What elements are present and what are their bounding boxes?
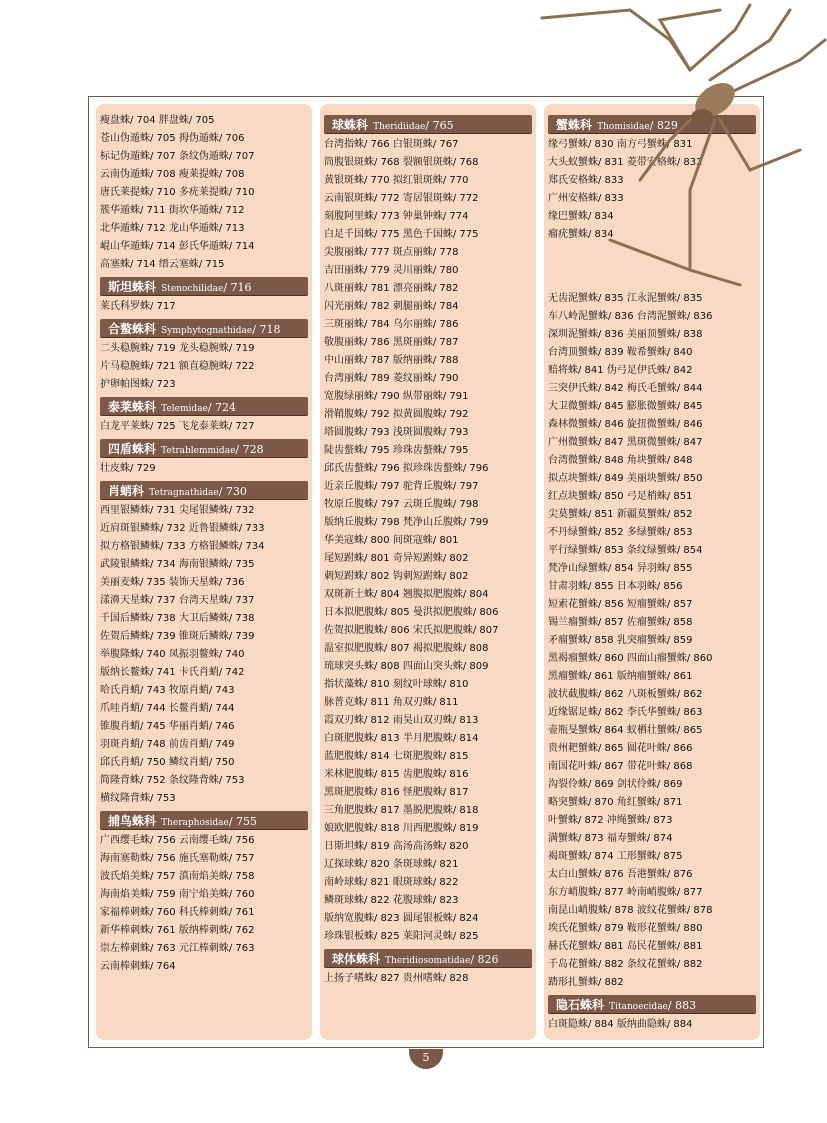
- index-entry: 海南焰美蛛/ 759 南宁焰美蛛/ 760: [100, 889, 255, 900]
- family-header: [100, 811, 308, 829]
- index-entry: 哈氏肖蛸/ 743 牧原肖蛸/ 743: [100, 685, 235, 696]
- family-header: [100, 319, 308, 337]
- index-entry: 锡兰瘤蟹蛛/ 857 佐瘤蟹蛛/ 858: [548, 617, 693, 628]
- page-number: 5: [409, 1049, 443, 1069]
- family-page: / 730: [218, 485, 247, 498]
- index-entry: 滑鞘腹蛛/ 792 拟黄圆腹蛛/ 792: [324, 409, 469, 420]
- index-entry: 白龙平莱蛛/ 725 飞龙泰莱蛛/ 727: [100, 421, 255, 432]
- family-page: / 718: [252, 323, 281, 336]
- index-entry: 波状截腹蛛/ 862 八斑板蟹蛛/ 862: [548, 689, 703, 700]
- family-name-latin: Symphytognathidae: [161, 326, 253, 336]
- family-name-cn: 四盾蛛科: [108, 442, 157, 456]
- index-entry: 邱氏肖蛸/ 750 鳞纹肖蛸/ 750: [100, 757, 235, 768]
- index-entry: 佐贺拟肥腹蛛/ 806 宋氏拟肥腹蛛/ 807: [324, 625, 499, 636]
- index-entry: 版纳长鳌蛛/ 741 卡氏肖蛸/ 742: [100, 667, 245, 678]
- index-entry: 莱氏科罗蛛/ 717: [100, 301, 176, 312]
- index-entry: 米林肥腹蛛/ 815 齿肥腹蛛/ 816: [324, 769, 469, 780]
- index-entry: 简隆背蛛/ 752 条纹隆背蛛/ 753: [100, 775, 245, 786]
- index-entry: 霞双刃蛛/ 812 雨昊山双刃蛛/ 813: [324, 715, 479, 726]
- index-entry: 短索花蟹蛛/ 856 短瘤蟹蛛/ 857: [548, 599, 693, 610]
- index-entry: 苍山伪遁蛛/ 705 拇伪遁蛛/ 706: [100, 133, 245, 144]
- index-entry: 尖莫蟹蛛/ 851 新疆莫蟹蛛/ 852: [548, 509, 693, 520]
- index-entry: 拟点块蟹蛛/ 849 美丽块蟹蛛/ 850: [548, 473, 703, 484]
- index-entry: 尾短跗蛛/ 801 奇异短跗蛛/ 802: [324, 553, 469, 564]
- family-name-latin: Theraphosidae: [161, 818, 229, 828]
- family-name-latin: Titanoecidae: [609, 1002, 668, 1012]
- index-entry: 略突蟹蛛/ 870 角红蟹蛛/ 871: [548, 797, 683, 808]
- index-entry: 陡齿螯蛛/ 795 珍珠齿螯蛛/ 795: [324, 445, 469, 456]
- index-entry: 白足千国蛛/ 775 黑色千国蛛/ 775: [324, 229, 479, 240]
- index-entry: 千岛花蟹蛛/ 882 条纹花蟹蛛/ 882: [548, 959, 703, 970]
- family-name-cn: 球体蛛科: [332, 952, 381, 966]
- index-entry: 鳞斑球蛛/ 822 花腹球蛛/ 823: [324, 895, 459, 906]
- index-entry: 近缘锯足蛛/ 862 李氏华蟹蛛/ 863: [548, 707, 703, 718]
- index-entry: 唐氏莱提蛛/ 710 多疣莱提蛛/ 710: [100, 187, 255, 198]
- index-entry: 大头蚁蟹蛛/ 831 菱带安格蛛/ 832: [548, 157, 703, 168]
- index-column-2: [320, 104, 536, 1040]
- index-entry: 缘弓蟹蛛/ 830 南方弓蟹蛛/ 831: [548, 139, 693, 150]
- index-entry: 辽探球蛛/ 820 条斑球蛛/ 821: [324, 859, 459, 870]
- index-entry: 满蟹蛛/ 873 福寿蟹蛛/ 874: [548, 833, 673, 844]
- index-entry: 日本拟肥腹蛛/ 805 曼洪拟肥腹蛛/ 806: [324, 607, 499, 618]
- index-entry: 敬腹丽蛛/ 786 黑斑丽蛛/ 787: [324, 337, 459, 348]
- index-entry: 瘦盘蛛/ 704 胖盘蛛/ 705: [100, 115, 215, 126]
- index-entry: 美丽麦蛛/ 735 装饰天星蛛/ 736: [100, 577, 245, 588]
- index-entry: 漾濞天星蛛/ 737 台湾天星蛛/ 737: [100, 595, 255, 606]
- index-entry: 褐斑蟹蛛/ 874 工形蟹蛛/ 875: [548, 851, 683, 862]
- index-entry: 版纳丘腹蛛/ 798 梵净山丘腹蛛/ 799: [324, 517, 489, 528]
- index-entry: 台湾指蛛/ 766 白银斑蛛/ 767: [324, 139, 459, 150]
- index-entry: 黑褐瘤蟹蛛/ 860 四面山瘤蟹蛛/ 860: [548, 653, 713, 664]
- family-name-latin: Theridiosomatidae: [385, 956, 471, 966]
- index-entry: 新华棒刺蛛/ 761 版纳棒刺蛛/ 762: [100, 925, 255, 936]
- index-entry: 蓝肥腹蛛/ 814 七斑肥腹蛛/ 815: [324, 751, 469, 762]
- index-entry: 东方峭腹蛛/ 877 岭南峭腹蛛/ 877: [548, 887, 703, 898]
- family-name-cn: 泰莱蛛科: [108, 400, 157, 414]
- index-entry: 甘肃羽蛛/ 855 日本羽蛛/ 856: [548, 581, 683, 592]
- index-entry: 尖腹丽蛛/ 777 斑点丽蛛/ 778: [324, 247, 459, 258]
- family-header: [100, 439, 308, 457]
- index-entry: 云南银斑蛛/ 772 寄居银斑蛛/ 772: [324, 193, 479, 204]
- index-entry: 刻腹阿里蛛/ 773 钟巢钟蛛/ 774: [324, 211, 469, 222]
- index-entry: 武陵银鳞蛛/ 734 海南银鳞蛛/ 735: [100, 559, 255, 570]
- index-column-1: [96, 104, 312, 1040]
- index-entry: 深圳泥蟹蛛/ 836 美丽顶蟹蛛/ 838: [548, 329, 703, 340]
- index-entry: 片马稳腕蛛/ 721 额直稳腕蛛/ 722: [100, 361, 255, 372]
- family-name-cn: 捕鸟蛛科: [108, 814, 157, 828]
- index-entry: 娘欧肥腹蛛/ 818 川西肥腹蛛/ 819: [324, 823, 479, 834]
- index-entry: 赔将蛛/ 841 伪弓足伊氏蛛/ 842: [548, 365, 693, 376]
- index-entry: 二头稳腕蛛/ 719 龙头稳腕蛛/ 719: [100, 343, 255, 354]
- index-entry: 八斑丽蛛/ 781 漂亮丽蛛/ 782: [324, 283, 459, 294]
- family-page: / 716: [223, 281, 252, 294]
- family-name-cn: 肖蛸科: [108, 484, 145, 498]
- family-name-latin: Theridiidae: [373, 122, 426, 132]
- index-entry: 波氏焰美蛛/ 757 滇南焰美蛛/ 758: [100, 871, 255, 882]
- index-entry: 车八岭泥蟹蛛/ 836 台湾泥蟹蛛/ 836: [548, 311, 713, 322]
- family-page: / 883: [667, 999, 697, 1012]
- family-name-latin: Tetrablemmidae: [161, 446, 236, 456]
- index-entry: 中山丽蛛/ 787 版纳丽蛛/ 788: [324, 355, 459, 366]
- index-entry: 埃氏花蟹蛛/ 879 鞍形花蟹蛛/ 880: [548, 923, 703, 934]
- family-page: / 728: [235, 443, 264, 456]
- index-entry: 三斑丽蛛/ 784 乌尔丽蛛/ 786: [324, 319, 459, 330]
- index-entry: 家福棒刺蛛/ 760 科氏棒刺蛛/ 761: [100, 907, 255, 918]
- index-entry: 无齿泥蟹蛛/ 835 江永泥蟹蛛/ 835: [548, 293, 703, 304]
- index-entry: 横纹隆背蛛/ 753: [100, 793, 176, 804]
- index-entry: 指状藻蛛/ 810 刻纹叶球蛛/ 810: [324, 679, 469, 690]
- index-entry: 南岭球蛛/ 821 眼斑球蛛/ 822: [324, 877, 459, 888]
- family-header: [324, 949, 532, 967]
- index-entry: 叶蟹蛛/ 872 冲绳蟹蛛/ 873: [548, 815, 673, 826]
- index-entry: 白斑肥腹蛛/ 813 半月肥腹蛛/ 814: [324, 733, 479, 744]
- family-name-latin: Stenochilidae: [161, 284, 224, 294]
- family-name-cn: 隐石蛛科: [556, 998, 605, 1012]
- index-entry: 黑瘤蟹蛛/ 861 版纳瘤蟹蛛/ 861: [548, 671, 693, 682]
- index-entry: 三突伊氏蛛/ 842 梅氏毛蟹蛛/ 844: [548, 383, 703, 394]
- index-entry: 千国后鳞蛛/ 738 大卫后鳞蛛/ 738: [100, 613, 255, 624]
- index-entry: 双斑新土蛛/ 804 翘腹拟肥腹蛛/ 804: [324, 589, 489, 600]
- index-entry: 缘巴蟹蛛/ 834: [548, 211, 614, 222]
- index-entry: 牧原丘腹蛛/ 797 云斑丘腹蛛/ 798: [324, 499, 479, 510]
- index-entry: 琉球突头蛛/ 808 四面山突头蛛/ 809: [324, 661, 489, 672]
- index-entry: 矛瘤蟹蛛/ 858 乳突瘤蟹蛛/ 859: [548, 635, 693, 646]
- family-page: / 765: [425, 119, 454, 132]
- index-entry: 梵净山绿蟹蛛/ 854 异羽蛛/ 855: [548, 563, 693, 574]
- index-entry: 簇华遁蛛/ 711 街坎华遁蛛/ 712: [100, 205, 245, 216]
- index-entry: 壶瓶旻蟹蛛/ 864 蚁栖壮蟹蛛/ 865: [548, 725, 703, 736]
- index-entry: 崇左棒刺蛛/ 763 元江棒刺蛛/ 763: [100, 943, 255, 954]
- index-entry: 黑斑肥腹蛛/ 816 怪肥腹蛛/ 817: [324, 787, 469, 798]
- index-entry: 近亲丘腹蛛/ 797 驼背丘腹蛛/ 797: [324, 481, 479, 492]
- index-entry: 举腹隆蛛/ 740 凤振羽鳌蛛/ 740: [100, 649, 245, 660]
- index-entry: 华美寇蛛/ 800 间斑寇蛛/ 801: [324, 535, 459, 546]
- index-entry: 筒腹银斑蛛/ 768 裂额银斑蛛/ 768: [324, 157, 479, 168]
- family-name-cn: 蟹蛛科: [556, 118, 593, 132]
- family-page: / 826: [470, 953, 499, 966]
- index-entry: 大卫微蟹蛛/ 845 膨胀微蟹蛛/ 845: [548, 401, 703, 412]
- index-entry: 沟裂伶蛛/ 869 剑状伶蛛/ 869: [548, 779, 683, 790]
- index-entry: 云南伪遁蛛/ 708 瘦莱提蛛/ 708: [100, 169, 245, 180]
- index-entry: 近肩斑银鳞蛛/ 732 近鲁银鳞蛛/ 733: [100, 523, 265, 534]
- index-entry: 白斑隐蛛/ 884 版纳曲隐蛛/ 884: [548, 1019, 693, 1030]
- index-entry: 平行绿蟹蛛/ 853 条纹绿蟹蛛/ 854: [548, 545, 703, 556]
- index-entry: 南昆山峭腹蛛/ 878 波纹花蟹蛛/ 878: [548, 905, 713, 916]
- index-entry: 锥腹肖蛸/ 745 华丽肖蛸/ 746: [100, 721, 235, 732]
- index-entry: 台湾顶蟹蛛/ 839 鞍希蟹蛛/ 840: [548, 347, 693, 358]
- family-name-latin: Thomisidae: [597, 122, 650, 132]
- family-header: [324, 115, 532, 133]
- index-entry: 红点块蟹蛛/ 850 弓足梢蛛/ 851: [548, 491, 693, 502]
- index-entry: 羽斑肖蛸/ 748 前齿肖蛸/ 749: [100, 739, 235, 750]
- spider-illustration: [540, 0, 827, 290]
- family-name-cn: 球蛛科: [332, 118, 369, 132]
- index-entry: 版纳宽腹蛛/ 823 圆尾银板蛛/ 824: [324, 913, 479, 924]
- index-entry: 闪光丽蛛/ 782 刺腿丽蛛/ 784: [324, 301, 459, 312]
- family-name-latin: Tetragnathidae: [149, 488, 219, 498]
- index-entry: 拟方格银鳞蛛/ 733 方格银鳞蛛/ 734: [100, 541, 265, 552]
- index-entry: 太白山蟹蛛/ 876 吾港蟹蛛/ 876: [548, 869, 693, 880]
- index-entry: 西里银鳞蛛/ 731 尖尾银鳞蛛/ 732: [100, 505, 255, 516]
- index-entry: 踏形扎蟹蛛/ 882: [548, 977, 624, 988]
- index-entry: 标记伪遁蛛/ 707 条纹伪遁蛛/ 707: [100, 151, 255, 162]
- index-entry: 崐山华遁蛛/ 714 彭氏华遁蛛/ 714: [100, 241, 255, 252]
- index-entry: 南国花叶蛛/ 867 带花叶蛛/ 868: [548, 761, 693, 772]
- index-entry: 不丹绿蟹蛛/ 852 多绿蟹蛛/ 853: [548, 527, 693, 538]
- family-header: [100, 277, 308, 295]
- index-entry: 瘤疣蟹蛛/ 834: [548, 229, 614, 240]
- index-entry: 广州微蟹蛛/ 847 黑斑微蟹蛛/ 847: [548, 437, 703, 448]
- family-header: [100, 397, 308, 415]
- index-entry: 郑氏安格蛛/ 833: [548, 175, 624, 186]
- index-entry: 温室拟肥腹蛛/ 807 褐拟肥腹蛛/ 808: [324, 643, 489, 654]
- index-entry: 佐贺后鳞蛛/ 739 锥斑后鳞蛛/ 739: [100, 631, 255, 642]
- index-entry: 高塞蛛/ 714 缙云塞蛛/ 715: [100, 259, 225, 270]
- family-header: [100, 481, 308, 499]
- index-entry: 塔圆腹蛛/ 793 浅斑圆腹蛛/ 793: [324, 427, 469, 438]
- index-entry: 台湾微蟹蛛/ 848 角块蟹蛛/ 848: [548, 455, 693, 466]
- index-entry: 赫氏花蟹蛛/ 881 岛民花蟹蛛/ 881: [548, 941, 703, 952]
- index-entry: 宽腹绿丽蛛/ 790 纵带丽蛛/ 791: [324, 391, 469, 402]
- family-name-cn: 斯坦蛛科: [108, 280, 157, 294]
- index-entry: 云南棒刺蛛/ 764: [100, 961, 176, 972]
- index-entry: 台湾丽蛛/ 789 菱纹丽蛛/ 790: [324, 373, 459, 384]
- index-entry: 北华遁蛛/ 712 龙山华遁蛛/ 713: [100, 223, 245, 234]
- index-entry: 上扬子嗜蛛/ 827 贵州嗜蛛/ 828: [324, 973, 469, 984]
- index-entry: 三角肥腹蛛/ 817 墨脱肥腹蛛/ 818: [324, 805, 479, 816]
- index-entry: 森林微蟹蛛/ 846 旋扭微蟹蛛/ 846: [548, 419, 703, 430]
- index-entry: 邱氏齿螯蛛/ 796 拟珍珠齿螯蛛/ 796: [324, 463, 489, 474]
- family-page: / 755: [228, 815, 258, 828]
- family-page: / 829: [649, 119, 678, 132]
- index-entry: 珍珠银板蛛/ 825 莱阳河灵蛛/ 825: [324, 931, 479, 942]
- index-entry: 爪哇肖蛸/ 744 长鳌肖蛸/ 744: [100, 703, 235, 714]
- family-page: / 724: [207, 401, 237, 414]
- index-entry: 壮皮蛛/ 729: [100, 463, 156, 474]
- index-entry: 脉普克蛛/ 811 角双刃蛛/ 811: [324, 697, 459, 708]
- family-header: [548, 995, 756, 1013]
- family-name-latin: Telemidae: [161, 404, 208, 414]
- index-entry: 刺短跗蛛/ 802 钩刺短跗蛛/ 802: [324, 571, 469, 582]
- index-entry: 黄银斑蛛/ 770 拟红银斑蛛/ 770: [324, 175, 469, 186]
- index-entry: 护卵帕图蛛/ 723: [100, 379, 176, 390]
- family-name-cn: 合螯蛛科: [108, 322, 157, 336]
- index-entry: 广州安格蛛/ 833: [548, 193, 624, 204]
- index-entry: 广西缨毛蛛/ 756 云南缨毛蛛/ 756: [100, 835, 255, 846]
- index-entry: 日斯坦蛛/ 819 高汤高汤蛛/ 820: [324, 841, 469, 852]
- index-entry: 贵州耙蟹蛛/ 865 圆花叶蛛/ 866: [548, 743, 693, 754]
- index-entry: 海南塞勒蛛/ 756 施氏塞勒蛛/ 757: [100, 853, 255, 864]
- index-entry: 吉田丽蛛/ 779 灵川丽蛛/ 780: [324, 265, 459, 276]
